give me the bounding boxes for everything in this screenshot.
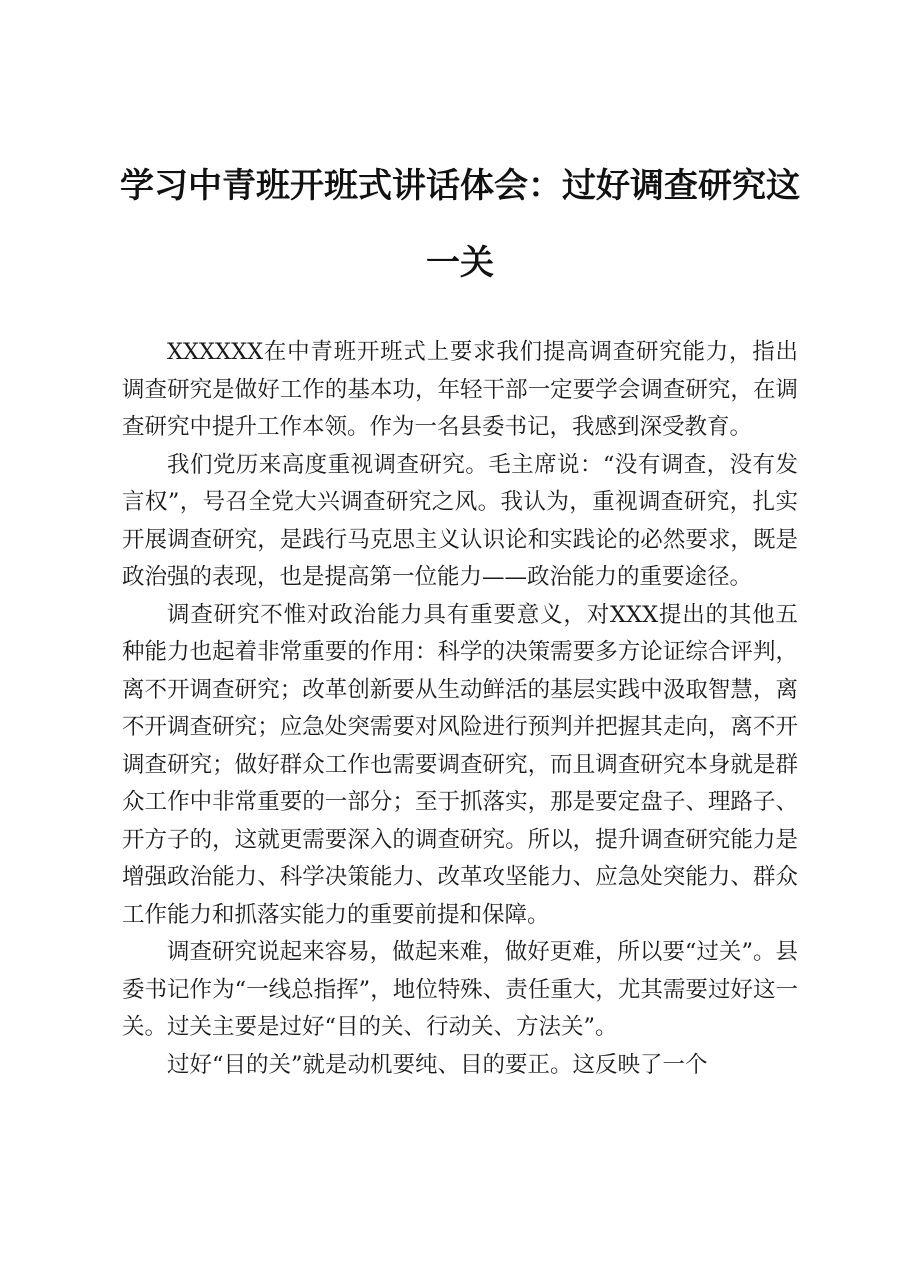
paragraph-3: 调查研究不惟对政治能力具有重要意义，对XXX提出的其他五种能力也起着非常重要的作用：科学的决策需要多方论证综合评判，离不开调查研究；改革创新要从生动鲜活的基层实践中汲取智慧，离不开调查研究；应急处突需要对风险进行预判并把握其走向，离不开调查研究；做好群众工作也需要调查研究，而且调查研究本身就是群众工作中非常重要的一部分；至于抓落实，那是要定盘子、理路子、开方子的，这就更需要深入的调查研究。所以，提升调查研究能力是增强政治能力、科学决策能力、改革攻坚能力、应急处突能力、群众工作能力和抓落实能力的重要前提和保障。 <box>122 601 798 928</box>
paragraph-4: 调查研究说起来容易，做起来难，做好更难，所以要“过关”。县委书记作为“一线总指挥”，地位特殊、责任重大，尤其需要过好这一关。过关主要是过好“目的关、行动关、方法关”。 <box>122 939 798 1040</box>
paragraph-5: 过好“目的关”就是动机要纯、目的要正。这反映了一个 <box>167 1051 708 1078</box>
document-body <box>122 334 798 1084</box>
document-title: 学习中青班开班式讲话体会：过好调查研究这一关 <box>120 166 800 283</box>
paragraph-2: 我们党历来高度重视调查研究。毛主席说：“没有调查，没有发言权”，号召全党大兴调查研究之风。我认为，重视调查研究，扎实开展调查研究，是践行马克思主义认识论和实践论的必然要求，既是政治强的表现，也是提高第一位能力——政治能力的重要途径。 <box>122 451 798 590</box>
paragraph-1: XXXXXX在中青班开班式上要求我们提高调查研究能力，指出调查研究是做好工作的基本功，年轻干部一定要学会调查研究，在调查研究中提升工作本领。作为一名县委书记，我感到深受教育。 <box>122 339 798 440</box>
